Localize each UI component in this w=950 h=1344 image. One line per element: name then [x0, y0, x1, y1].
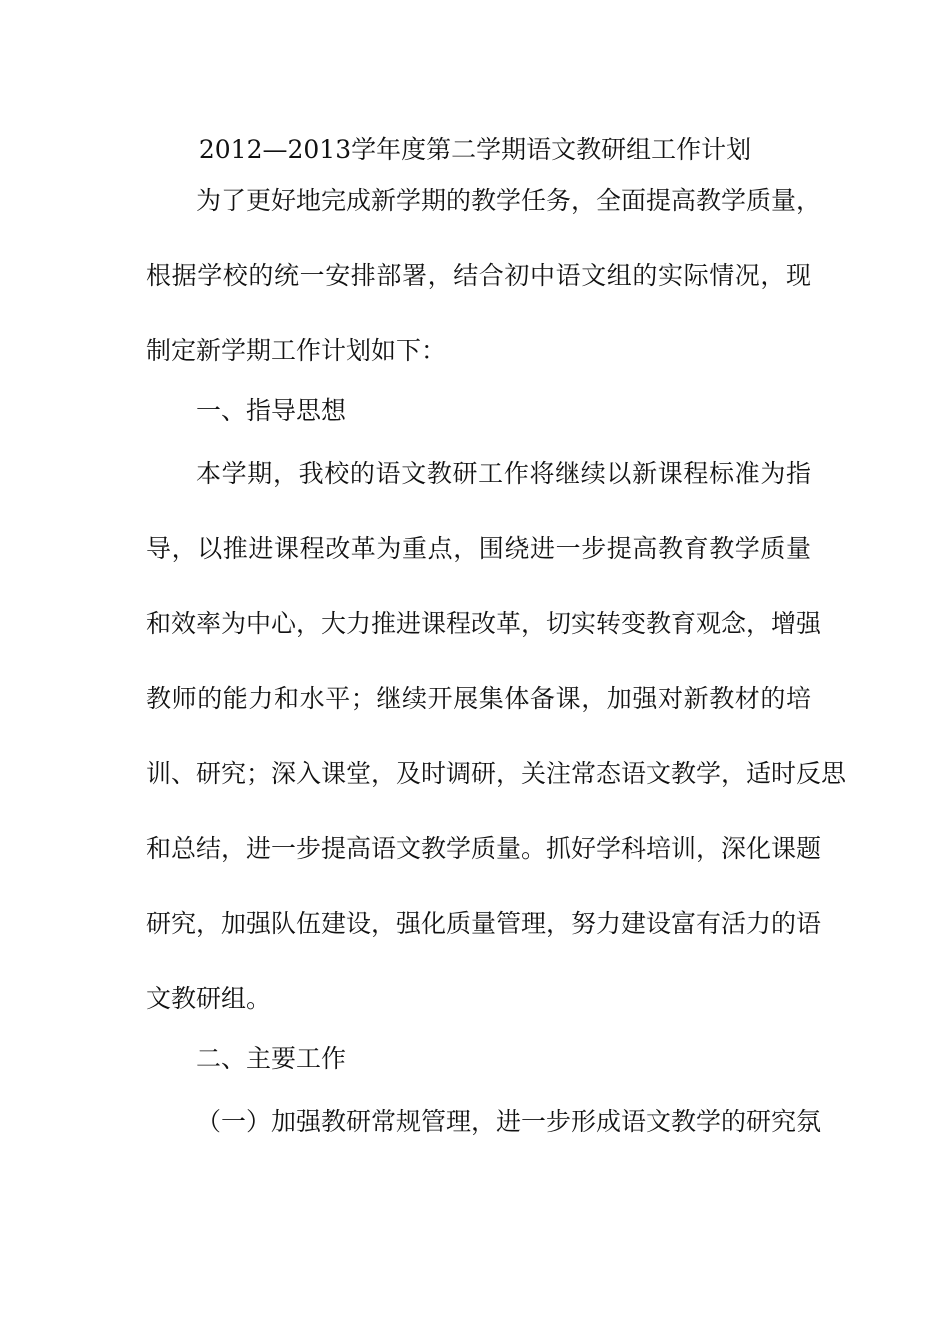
- section-heading: 二、主要工作: [196, 1044, 347, 1073]
- document-title: 2012—2013学年度第二学期语文教研组工作计划: [198, 135, 752, 164]
- paragraph-line: 和总结，进一步提高语文教学质量。抓好学科培训，深化课题: [146, 834, 822, 863]
- paragraph-line: 和效率为中心，大力推进课程改革，切实转变教育观念，增强: [146, 609, 822, 638]
- paragraph-line: 为了更好地完成新学期的教学任务，全面提高教学质量，: [196, 186, 822, 215]
- paragraph-line: 本学期，我校的语文教研工作将继续以新课程标准为指: [196, 459, 811, 488]
- paragraph-line: 训、研究；深入课堂，及时调研，关注常态语文教学，适时反思: [146, 759, 847, 788]
- section-heading: 一、指导思想: [196, 396, 347, 425]
- paragraph-line: 教师的能力和水平；继续开展集体备课，加强对新教材的培: [146, 684, 811, 713]
- paragraph-line: 导，以推进课程改革为重点，围绕进一步提高教育教学质量: [146, 534, 811, 563]
- paragraph-line: 文教研组。: [146, 984, 272, 1013]
- paragraph-line: 制定新学期工作计划如下：: [146, 336, 447, 365]
- paragraph-line: 研究，加强队伍建设，强化质量管理，努力建设富有活力的语: [146, 909, 822, 938]
- paragraph-line: （一）加强教研常规管理，进一步形成语文教学的研究氛: [196, 1107, 822, 1136]
- paragraph-line: 根据学校的统一安排部署，结合初中语文组的实际情况，现: [146, 261, 811, 290]
